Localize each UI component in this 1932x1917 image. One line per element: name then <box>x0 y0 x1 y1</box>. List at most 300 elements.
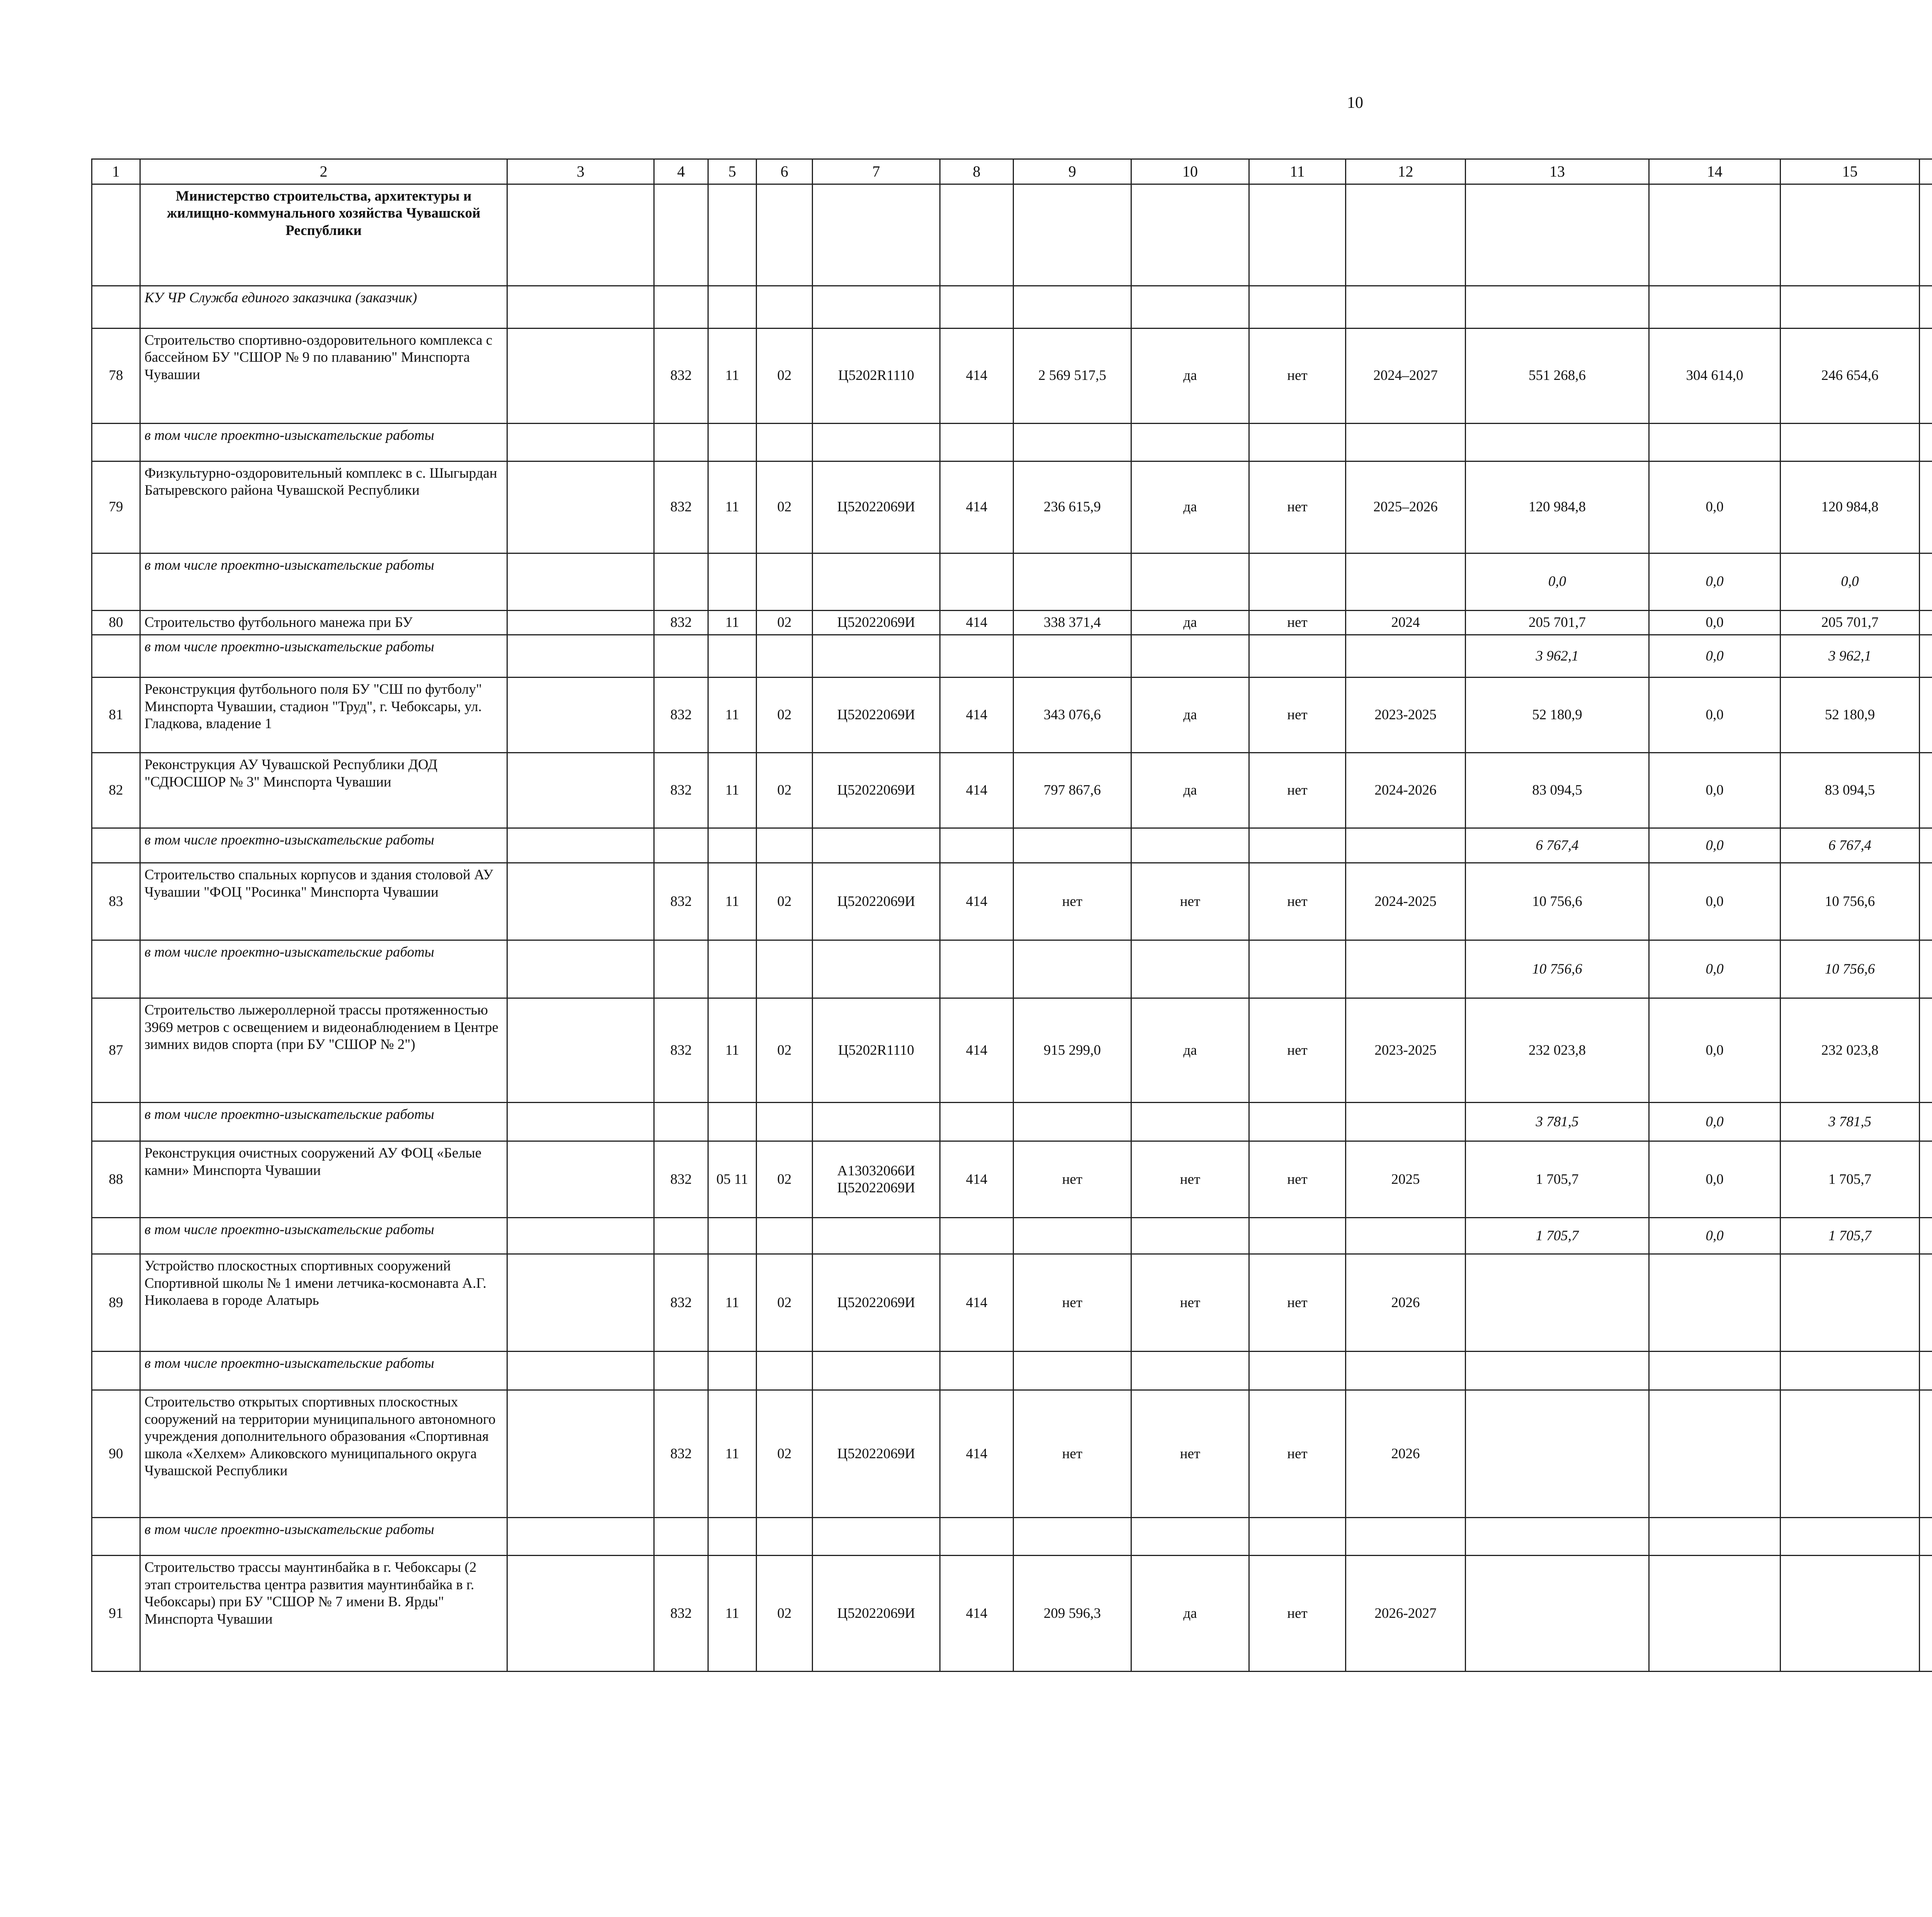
cell-c7: Ц52022069И <box>813 678 940 753</box>
empty-cell <box>940 635 1014 678</box>
cell-c10: нет <box>1131 1254 1249 1352</box>
cell-c4: 832 <box>654 1390 708 1518</box>
sub-cell-c16 <box>1920 553 1932 611</box>
cell-c7: Ц52022069И <box>813 461 940 553</box>
sub-cell-c13: 3 962,1 <box>1466 635 1649 678</box>
cell-c16 <box>1920 329 1932 424</box>
cell-c15: 232 023,8 <box>1781 998 1920 1103</box>
empty-cell <box>757 1518 813 1556</box>
cell-c13: 205 701,7 <box>1466 611 1649 635</box>
empty-cell <box>940 553 1014 611</box>
sub-cell-c13 <box>1466 1352 1649 1390</box>
subrow-design-works-83 <box>92 940 1932 998</box>
object-row-88 <box>92 1141 1932 1218</box>
empty-cell <box>507 828 654 863</box>
empty-cell <box>757 828 813 863</box>
cell-c12: 2026 <box>1346 1390 1466 1518</box>
empty-cell <box>507 940 654 998</box>
cell-c4: 832 <box>654 1141 708 1218</box>
subrow-design-works-79 <box>92 553 1932 611</box>
empty-cell <box>813 553 940 611</box>
column-number-4: 4 <box>654 159 708 184</box>
cell-c8: 414 <box>940 329 1014 424</box>
sub-cell-c14: 0,0 <box>1649 553 1781 611</box>
empty-cell <box>1249 424 1346 461</box>
cell-c9: 915 299,0 <box>1014 998 1131 1103</box>
row-number: 79 <box>92 461 140 553</box>
sub-cell-c14: 0,0 <box>1649 1103 1781 1141</box>
sub-cell-c16 <box>1920 424 1932 461</box>
empty-cell <box>1131 1103 1249 1141</box>
empty-cell <box>940 1352 1014 1390</box>
object-name: Физкультурно-оздоровительный комплекс в с. Шыгырдан Батыревского района Чувашской Республики <box>140 461 507 553</box>
cell-c11: нет <box>1249 461 1346 553</box>
column-3-cell <box>507 863 654 940</box>
empty-cell <box>1249 1352 1346 1390</box>
empty-cell <box>507 1103 654 1141</box>
column-number-9: 9 <box>1014 159 1131 184</box>
empty-cell <box>1014 828 1131 863</box>
empty-cell <box>1131 635 1249 678</box>
row-number-cell <box>92 635 140 678</box>
row-number: 81 <box>92 678 140 753</box>
cell-c13: 83 094,5 <box>1466 753 1649 828</box>
cell-c4: 832 <box>654 678 708 753</box>
empty-cell <box>708 424 757 461</box>
empty-cell <box>757 424 813 461</box>
sub-cell-c14: 0,0 <box>1649 1218 1781 1254</box>
cell-c12: 2026 <box>1346 1254 1466 1352</box>
cell-c8: 414 <box>940 863 1014 940</box>
row-number-cell <box>92 553 140 611</box>
row-number: 89 <box>92 1254 140 1352</box>
empty-cell <box>940 940 1014 998</box>
sub-cell-c13: 10 756,6 <box>1466 940 1649 998</box>
subrow-design-works-89 <box>92 1352 1932 1390</box>
object-row-83 <box>92 863 1932 940</box>
empty-cell <box>1131 1518 1249 1556</box>
row-number-cell <box>92 940 140 998</box>
column-3-cell <box>507 753 654 828</box>
sub-cell-c15: 3 962,1 <box>1781 635 1920 678</box>
cell-c14: 0,0 <box>1649 753 1781 828</box>
cell-c16 <box>1920 678 1932 753</box>
sub-cell-c15 <box>1781 1352 1920 1390</box>
empty-cell <box>708 635 757 678</box>
cell-c9: нет <box>1014 1390 1131 1518</box>
cell-c10: нет <box>1131 1141 1249 1218</box>
subrow-label: в том числе проектно-изыскательские работы <box>140 828 507 863</box>
cell-c16 <box>1920 998 1932 1103</box>
sub-cell-c14: 0,0 <box>1649 940 1781 998</box>
cell-c8: 414 <box>940 1556 1014 1672</box>
cell-c14: 0,0 <box>1649 1141 1781 1218</box>
cell-c10: да <box>1131 461 1249 553</box>
empty-cell <box>1131 828 1249 863</box>
cell-c13: 232 023,8 <box>1466 998 1649 1103</box>
subrow-label: в том числе проектно-изыскательские работы <box>140 1352 507 1390</box>
row-number: 88 <box>92 1141 140 1218</box>
cell-c12: 2024 <box>1346 611 1466 635</box>
empty-cell <box>757 286 813 329</box>
cell-c12: 2023-2025 <box>1346 998 1466 1103</box>
object-name: Устройство плоскостных спортивных сооружений Спортивной школы № 1 имени летчика-космонавта А.Г. Николаева в городе Алатырь <box>140 1254 507 1352</box>
empty-cell <box>507 1518 654 1556</box>
empty-cell <box>507 553 654 611</box>
column-number-3: 3 <box>507 159 654 184</box>
empty-cell <box>654 1518 708 1556</box>
cell-c6: 02 <box>757 329 813 424</box>
empty-cell <box>1249 940 1346 998</box>
empty-cell <box>940 184 1014 286</box>
sub-cell-c13: 0,0 <box>1466 553 1649 611</box>
empty-cell <box>1346 828 1466 863</box>
cell-c9: 338 371,4 <box>1014 611 1131 635</box>
column-number-5: 5 <box>708 159 757 184</box>
empty-cell <box>1249 286 1346 329</box>
cell-c4: 832 <box>654 863 708 940</box>
empty-cell <box>757 184 813 286</box>
empty-cell <box>654 1218 708 1254</box>
empty-cell <box>813 1352 940 1390</box>
empty-cell <box>940 424 1014 461</box>
subrow-design-works-80 <box>92 635 1932 678</box>
cell-c6: 02 <box>757 611 813 635</box>
cell-c16 <box>1920 753 1932 828</box>
cell-c6: 02 <box>757 753 813 828</box>
cell-c14: 0,0 <box>1649 998 1781 1103</box>
cell-c12: 2023-2025 <box>1346 678 1466 753</box>
empty-cell <box>813 1518 940 1556</box>
object-row-90 <box>92 1390 1932 1518</box>
empty-cell <box>1920 286 1932 329</box>
empty-cell <box>1346 1103 1466 1141</box>
cell-c11: нет <box>1249 863 1346 940</box>
row-number-cell <box>92 424 140 461</box>
empty-cell <box>1649 184 1781 286</box>
cell-c15: 10 756,6 <box>1781 863 1920 940</box>
object-name: Строительство футбольного манежа при БУ <box>140 611 507 635</box>
cell-c15: 83 094,5 <box>1781 753 1920 828</box>
column-number-1: 1 <box>92 159 140 184</box>
object-name: Реконструкция футбольного поля БУ "СШ по футболу" Минспорта Чувашии, стадион "Труд", г. Чебоксары, ул. Гладкова, владение 1 <box>140 678 507 753</box>
cell-c12: 2024–2027 <box>1346 329 1466 424</box>
subrow-design-works-90 <box>92 1518 1932 1556</box>
cell-c6: 02 <box>757 1141 813 1218</box>
subrow-label: в том числе проектно-изыскательские работы <box>140 1218 507 1254</box>
column-3-cell <box>507 1390 654 1518</box>
cell-c10: да <box>1131 998 1249 1103</box>
empty-cell <box>1249 1218 1346 1254</box>
subrow-design-works-88 <box>92 1218 1932 1254</box>
column-number-11: 11 <box>1249 159 1346 184</box>
cell-c10: да <box>1131 753 1249 828</box>
empty-cell <box>1014 184 1131 286</box>
cell-c4: 832 <box>654 998 708 1103</box>
empty-cell <box>1346 940 1466 998</box>
empty-cell <box>1131 940 1249 998</box>
object-name: Строительство спальных корпусов и здания столовой АУ Чувашии "ФОЦ "Росинка" Минспорта Чувашии <box>140 863 507 940</box>
sub-cell-c14: 0,0 <box>1649 635 1781 678</box>
cell-c11: нет <box>1249 611 1346 635</box>
column-3-cell <box>507 329 654 424</box>
object-name: Строительство спортивно-оздоровительного комплекса с бассейном БУ "СШОР № 9 по плаванию" Минспорта Чувашии <box>140 329 507 424</box>
cell-c16 <box>1920 1390 1932 1518</box>
sub-cell-c13: 3 781,5 <box>1466 1103 1649 1141</box>
cell-c13: 52 180,9 <box>1466 678 1649 753</box>
cell-c14: 0,0 <box>1649 611 1781 635</box>
cell-c4: 832 <box>654 461 708 553</box>
object-name: Строительство трассы маунтинбайка в г. Чебоксары (2 этап строительства центра развития маунтинбайка в г. Чебоксары) при БУ "СШОР № 7 имени В. Ярды" Минспорта Чувашии <box>140 1556 507 1672</box>
empty-cell <box>1014 635 1131 678</box>
sub-cell-c15: 3 781,5 <box>1781 1103 1920 1141</box>
sub-cell-c16 <box>1920 1352 1932 1390</box>
cell-c10: нет <box>1131 1390 1249 1518</box>
column-number-6: 6 <box>757 159 813 184</box>
cell-c14: 0,0 <box>1649 461 1781 553</box>
column-number-16 <box>1920 159 1932 184</box>
empty-cell <box>813 828 940 863</box>
empty-cell <box>654 1352 708 1390</box>
empty-cell <box>1346 635 1466 678</box>
empty-cell <box>708 1518 757 1556</box>
empty-cell <box>1014 286 1131 329</box>
object-row-81 <box>92 678 1932 753</box>
empty-cell <box>940 1518 1014 1556</box>
cell-c8: 414 <box>940 998 1014 1103</box>
cell-c7: Ц52022069И <box>813 1254 940 1352</box>
empty-cell <box>1131 553 1249 611</box>
cell-c6: 02 <box>757 1254 813 1352</box>
column-number-12: 12 <box>1346 159 1466 184</box>
cell-c7: Ц52022069И <box>813 1556 940 1672</box>
cell-c7: Ц52022069И <box>813 753 940 828</box>
row-number: 78 <box>92 329 140 424</box>
cell-c4: 832 <box>654 1556 708 1672</box>
cell-c5: 05 11 <box>708 1141 757 1218</box>
cell-c7: Ц52022069И <box>813 1390 940 1518</box>
cell-c15: 1 705,7 <box>1781 1141 1920 1218</box>
object-name: Реконструкция очистных сооружений АУ ФОЦ «Белые камни» Минспорта Чувашии <box>140 1141 507 1218</box>
empty-cell <box>757 635 813 678</box>
cell-c10: да <box>1131 611 1249 635</box>
cell-c14 <box>1649 1390 1781 1518</box>
row-number-cell <box>92 1103 140 1141</box>
cell-c8: 414 <box>940 1254 1014 1352</box>
cell-c7: Ц5202R1110 <box>813 998 940 1103</box>
empty-cell <box>654 184 708 286</box>
empty-cell <box>940 828 1014 863</box>
cell-c12: 2025 <box>1346 1141 1466 1218</box>
cell-c16 <box>1920 611 1932 635</box>
cell-c16 <box>1920 1141 1932 1218</box>
cell-c15 <box>1781 1556 1920 1672</box>
empty-cell <box>813 184 940 286</box>
sub-cell-c15: 1 705,7 <box>1781 1218 1920 1254</box>
cell-c13: 120 984,8 <box>1466 461 1649 553</box>
empty-cell <box>654 286 708 329</box>
sub-cell-c13 <box>1466 1518 1649 1556</box>
empty-cell <box>654 940 708 998</box>
cell-c14: 0,0 <box>1649 678 1781 753</box>
cell-c6: 02 <box>757 998 813 1103</box>
sub-cell-c16 <box>1920 1218 1932 1254</box>
cell-c7: А13032066И Ц52022069И <box>813 1141 940 1218</box>
empty-cell <box>1014 1218 1131 1254</box>
object-name: Строительство лыжероллерной трассы протяженностью 3969 метров с освещением и видеонаблюдением в Центре зимних видов спорта (при БУ "СШОР № 2") <box>140 998 507 1103</box>
cell-c9: 236 615,9 <box>1014 461 1131 553</box>
cell-c9: 343 076,6 <box>1014 678 1131 753</box>
empty-cell <box>654 1103 708 1141</box>
column-number-7: 7 <box>813 159 940 184</box>
cell-c13 <box>1466 1390 1649 1518</box>
cell-c11: нет <box>1249 1141 1346 1218</box>
customer-row <box>92 286 1932 329</box>
cell-c13: 10 756,6 <box>1466 863 1649 940</box>
cell-c6: 02 <box>757 461 813 553</box>
object-name: Реконструкция АУ Чувашской Республики ДОД "СДЮСШОР № 3" Минспорта Чувашии <box>140 753 507 828</box>
sub-cell-c14: 0,0 <box>1649 828 1781 863</box>
object-row-82 <box>92 753 1932 828</box>
empty-cell <box>757 1218 813 1254</box>
empty-cell <box>1466 286 1649 329</box>
row-number: 90 <box>92 1390 140 1518</box>
cell-c7: Ц52022069И <box>813 863 940 940</box>
sub-cell-c15: 0,0 <box>1781 553 1920 611</box>
empty-cell <box>1346 424 1466 461</box>
empty-cell <box>1014 1352 1131 1390</box>
cell-c10: нет <box>1131 863 1249 940</box>
subrow-label: в том числе проектно-изыскательские работы <box>140 1103 507 1141</box>
empty-cell <box>1014 1103 1131 1141</box>
empty-cell <box>507 184 654 286</box>
cell-c7: Ц52022069И <box>813 611 940 635</box>
cell-c10: да <box>1131 1556 1249 1672</box>
empty-cell <box>708 553 757 611</box>
empty-cell <box>813 635 940 678</box>
sub-cell-c16 <box>1920 828 1932 863</box>
investment-objects-table <box>91 158 1932 1672</box>
cell-c9: нет <box>1014 863 1131 940</box>
cell-c11: нет <box>1249 329 1346 424</box>
cell-c11: нет <box>1249 1390 1346 1518</box>
cell-c14 <box>1649 1556 1781 1672</box>
subrow-label: в том числе проектно-изыскательские работы <box>140 553 507 611</box>
cell-c5: 11 <box>708 753 757 828</box>
cell-c12: 2024-2025 <box>1346 863 1466 940</box>
empty-cell <box>1346 1352 1466 1390</box>
cell-c7: Ц5202R1110 <box>813 329 940 424</box>
empty-cell <box>507 424 654 461</box>
cell-c9: 209 596,3 <box>1014 1556 1131 1672</box>
cell-c5: 11 <box>708 678 757 753</box>
subrow-label: в том числе проектно-изыскательские работы <box>140 1518 507 1556</box>
cell-c8: 414 <box>940 678 1014 753</box>
object-row-79 <box>92 461 1932 553</box>
empty-cell <box>757 1352 813 1390</box>
empty-cell <box>1346 553 1466 611</box>
cell-c12: 2026-2027 <box>1346 1556 1466 1672</box>
cell-c4: 832 <box>654 611 708 635</box>
cell-c12: 2024-2026 <box>1346 753 1466 828</box>
row-number: 82 <box>92 753 140 828</box>
cell-c8: 414 <box>940 611 1014 635</box>
cell-c15 <box>1781 1254 1920 1352</box>
sub-cell-c13: 1 705,7 <box>1466 1218 1649 1254</box>
cell-c9: 797 867,6 <box>1014 753 1131 828</box>
empty-cell <box>1346 1218 1466 1254</box>
cell-c5: 11 <box>708 1556 757 1672</box>
empty-cell <box>708 1218 757 1254</box>
cell-c8: 414 <box>940 1390 1014 1518</box>
column-3-cell <box>507 1254 654 1352</box>
cell-c15: 205 701,7 <box>1781 611 1920 635</box>
object-row-80 <box>92 611 1932 635</box>
empty-cell <box>708 184 757 286</box>
empty-cell <box>507 635 654 678</box>
ministry-name: Министерство строительства, архитектуры и жилищно-коммунального хозяйства Чувашской Республики <box>140 184 507 286</box>
sub-cell-c14 <box>1649 424 1781 461</box>
cell-c8: 414 <box>940 753 1014 828</box>
empty-cell <box>507 286 654 329</box>
cell-c14: 304 614,0 <box>1649 329 1781 424</box>
empty-cell <box>654 424 708 461</box>
subrow-design-works-87 <box>92 1103 1932 1141</box>
row-number-cell <box>92 1352 140 1390</box>
row-number: 91 <box>92 1556 140 1672</box>
sub-cell-c15: 10 756,6 <box>1781 940 1920 998</box>
cell-c6: 02 <box>757 678 813 753</box>
empty-cell <box>708 1103 757 1141</box>
empty-cell <box>813 1218 940 1254</box>
cell-c5: 11 <box>708 461 757 553</box>
empty-cell <box>1131 286 1249 329</box>
empty-cell <box>1249 184 1346 286</box>
sub-cell-c14 <box>1649 1518 1781 1556</box>
sub-cell-c15 <box>1781 424 1920 461</box>
column-3-cell <box>507 611 654 635</box>
cell-c9: нет <box>1014 1254 1131 1352</box>
column-numbers-row <box>92 159 1932 184</box>
column-number-8: 8 <box>940 159 1014 184</box>
sub-cell-c15 <box>1781 1518 1920 1556</box>
page-number: 10 <box>1347 94 1363 112</box>
cell-c16 <box>1920 1556 1932 1672</box>
ministry-row <box>92 184 1932 286</box>
empty-cell <box>813 286 940 329</box>
empty-cell <box>1346 286 1466 329</box>
row-number-cell <box>92 286 140 329</box>
empty-cell <box>1249 1103 1346 1141</box>
subrow-design-works-78 <box>92 424 1932 461</box>
cell-c4: 832 <box>654 1254 708 1352</box>
column-number-2: 2 <box>140 159 507 184</box>
empty-cell <box>1014 1518 1131 1556</box>
empty-cell <box>1131 1352 1249 1390</box>
empty-cell <box>1249 1518 1346 1556</box>
empty-cell <box>1649 286 1781 329</box>
cell-c13 <box>1466 1556 1649 1672</box>
empty-cell <box>654 553 708 611</box>
cell-c10: да <box>1131 329 1249 424</box>
sub-cell-c13: 6 767,4 <box>1466 828 1649 863</box>
object-row-87 <box>92 998 1932 1103</box>
empty-cell <box>1131 1218 1249 1254</box>
row-number-cell <box>92 828 140 863</box>
empty-cell <box>1131 184 1249 286</box>
empty-cell <box>940 286 1014 329</box>
cell-c9: нет <box>1014 1141 1131 1218</box>
